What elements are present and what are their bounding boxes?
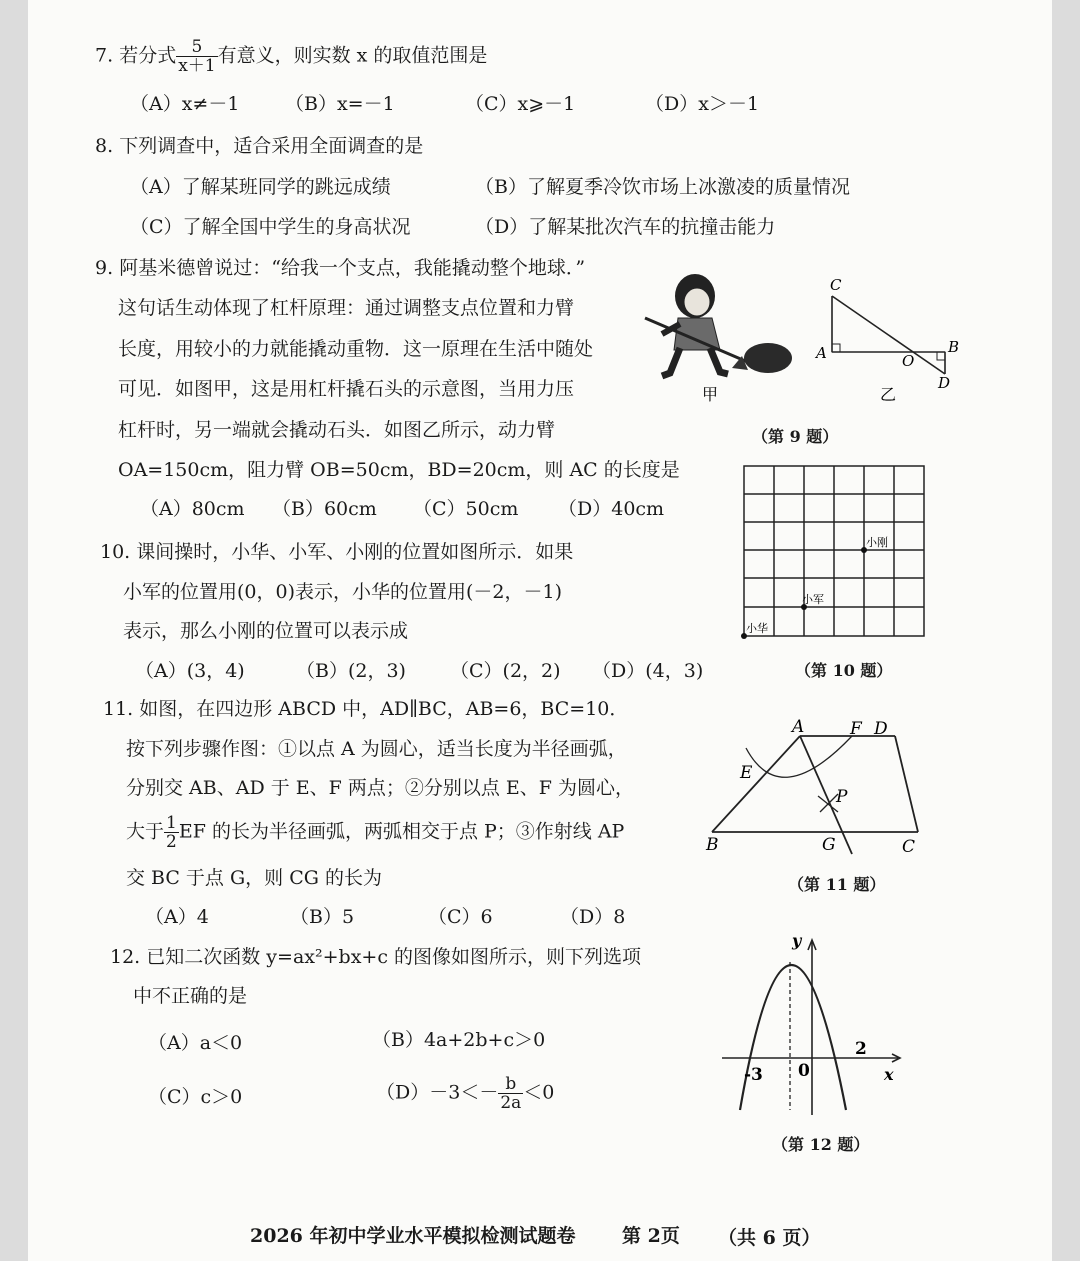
x-axis-label: x: [884, 1065, 894, 1084]
origin-label: 0: [798, 1061, 810, 1081]
q12-option-d: （D）－3＜－ $\frac{b}{2a}$ ＜0: [376, 1074, 555, 1113]
q11-figure: [700, 712, 930, 860]
q10-line-1: 10. 课间操时，小华、小军、小刚的位置如图所示．如果: [100, 541, 574, 563]
q12-option-b: （B）4a+2b+c＞0: [372, 1029, 546, 1051]
q12-option-c: （C）c＞0: [148, 1086, 243, 1108]
point-d-label: D: [874, 719, 888, 739]
q12-line-2: 中不正确的是: [133, 985, 248, 1007]
q11-half-fraction: $\frac{1}{2}$: [166, 813, 177, 852]
q12-caption: （第 12 题）: [772, 1135, 870, 1154]
person-illustration: [662, 274, 728, 376]
point-c-label: C: [902, 837, 916, 857]
q10-line-3: 表示，那么小刚的位置可以表示成: [123, 620, 409, 642]
q9-figure-jia: [640, 268, 795, 408]
q9-line-3: 长度，用较小的力就能撬动重物．这一原理在生活中随处: [118, 338, 594, 360]
stone: [744, 343, 792, 373]
q11-option-c: （C）6: [428, 906, 493, 928]
q10-option-c: （C）(2，2): [450, 660, 561, 682]
q7-stem: 7. 若分式 $\frac{5}{x+1}$ 有意义，则实数 x 的取值范围是: [95, 37, 488, 76]
q8-option-d: （D）了解某批次汽车的抗撞击能力: [475, 216, 776, 238]
q11-line-1: 11. 如图，在四边形 ABCD 中，AD∥BC，AB=6，BC=10．: [103, 698, 629, 720]
q7-option-d: （D）x＞－1: [645, 93, 760, 115]
point-b-label: B: [948, 338, 960, 356]
q11-caption: （第 11 题）: [788, 875, 886, 894]
point-a-label: A: [792, 717, 805, 737]
q9-caption: （第 9 题）: [752, 427, 839, 446]
q10-caption: （第 10 题）: [795, 661, 893, 680]
q9-line-6: OA=150cm，阻力臂 OB=50cm，BD=20cm，则 AC 的长度是: [118, 459, 680, 481]
q9-line-5: 杠杆时，另一端就会撬动石头．如图乙所示，动力臂: [118, 419, 556, 441]
q7-option-c: （C）x⩾－1: [465, 93, 576, 115]
point-d-label: D: [938, 374, 951, 392]
q10-option-b: （B）(2，3): [296, 660, 406, 682]
q11-line-2: 按下列步骤作图：①以点 A 为圆心，适当长度为半径画弧，: [126, 738, 627, 760]
fig-label-yi: 乙: [880, 385, 897, 404]
q7-option-b: （B）x=－1: [285, 93, 395, 115]
q10-grid-figure: [740, 462, 930, 644]
point-f-label: F: [850, 719, 862, 739]
q8-option-a: （A）了解某班同学的跳远成绩: [130, 176, 391, 198]
q9-line-2: 这句话生动体现了杠杆原理：通过调整支点位置和力臂: [118, 297, 575, 319]
q10-option-a: （A）(3，4): [135, 660, 245, 682]
point-p-label: P: [836, 787, 848, 807]
q9-figure-yi: [810, 272, 970, 412]
q8-stem: 8. 下列调查中，适合采用全面调查的是: [95, 135, 424, 157]
q9-line-4: 可见．如图甲，这是用杠杆撬石头的示意图，当用力压: [118, 378, 575, 400]
point-a-label: A: [816, 344, 827, 362]
q12-option-a: （A）a＜0: [148, 1032, 243, 1054]
q11-line-4: 大于 $\frac{1}{2}$ EF 的长为半径画弧，两弧相交于点 P；③作射线 AP: [126, 813, 625, 852]
q10-option-d: （D）(4，3): [592, 660, 704, 682]
label-xiaojun: 小军: [802, 593, 824, 606]
footer-title: 2026 年初中学业水平模拟检测试题卷: [250, 1225, 576, 1247]
point-g-label: G: [822, 835, 836, 855]
tick-minus-3: -3: [744, 1065, 763, 1085]
y-axis-label: y: [792, 931, 802, 950]
q9-line-1: 9. 阿基米德曾说过：“给我一个支点，我能撬动整个地球．”: [95, 257, 586, 279]
point-c-label: C: [830, 276, 842, 294]
footer-page-number: 第 2页: [622, 1225, 680, 1247]
q11-option-a: （A）4: [145, 906, 209, 928]
q9-option-b: （B）60cm: [272, 498, 377, 520]
point-e-label: E: [740, 763, 753, 783]
q12-line-1: 12. 已知二次函数 y=ax²+bx+c 的图像如图所示，则下列选项: [110, 946, 642, 968]
tick-2: 2: [855, 1039, 867, 1059]
q12-parabola-figure: [718, 930, 908, 1130]
q10-line-2: 小军的位置用(0，0)表示，小华的位置用(－2，－1): [123, 581, 563, 603]
q7-option-a: （A）x≠－1: [130, 93, 240, 115]
label-xiaohua: 小华: [746, 622, 768, 635]
q9-option-c: （C）50cm: [413, 498, 519, 520]
q7-fraction: $\frac{5}{x+1}$: [178, 37, 216, 76]
q11-option-b: （B）5: [290, 906, 355, 928]
point-o-label: O: [902, 352, 915, 370]
q11-line-5: 交 BC 于点 G，则 CG 的长为: [126, 867, 382, 889]
q11-line-3: 分别交 AB、AD 于 E、F 两点；②分别以点 E、F 为圆心，: [126, 777, 634, 799]
q12-fraction: $\frac{b}{2a}$: [500, 1074, 522, 1113]
q9-option-d: （D）40cm: [558, 498, 665, 520]
q11-option-d: （D）8: [560, 906, 626, 928]
q8-option-c: （C）了解全国中学生的身高状况: [130, 216, 411, 238]
fig-label-jia: 甲: [702, 385, 719, 404]
parabola-curve: [740, 965, 846, 1110]
label-xiaogang: 小刚: [866, 536, 888, 549]
point-b-label: B: [706, 835, 719, 855]
q8-option-b: （B）了解夏季冷饮市场上冰激凌的质量情况: [475, 176, 850, 198]
q9-option-a: （A）80cm: [140, 498, 245, 520]
footer-total-pages: （共 6 页）: [718, 1227, 821, 1249]
